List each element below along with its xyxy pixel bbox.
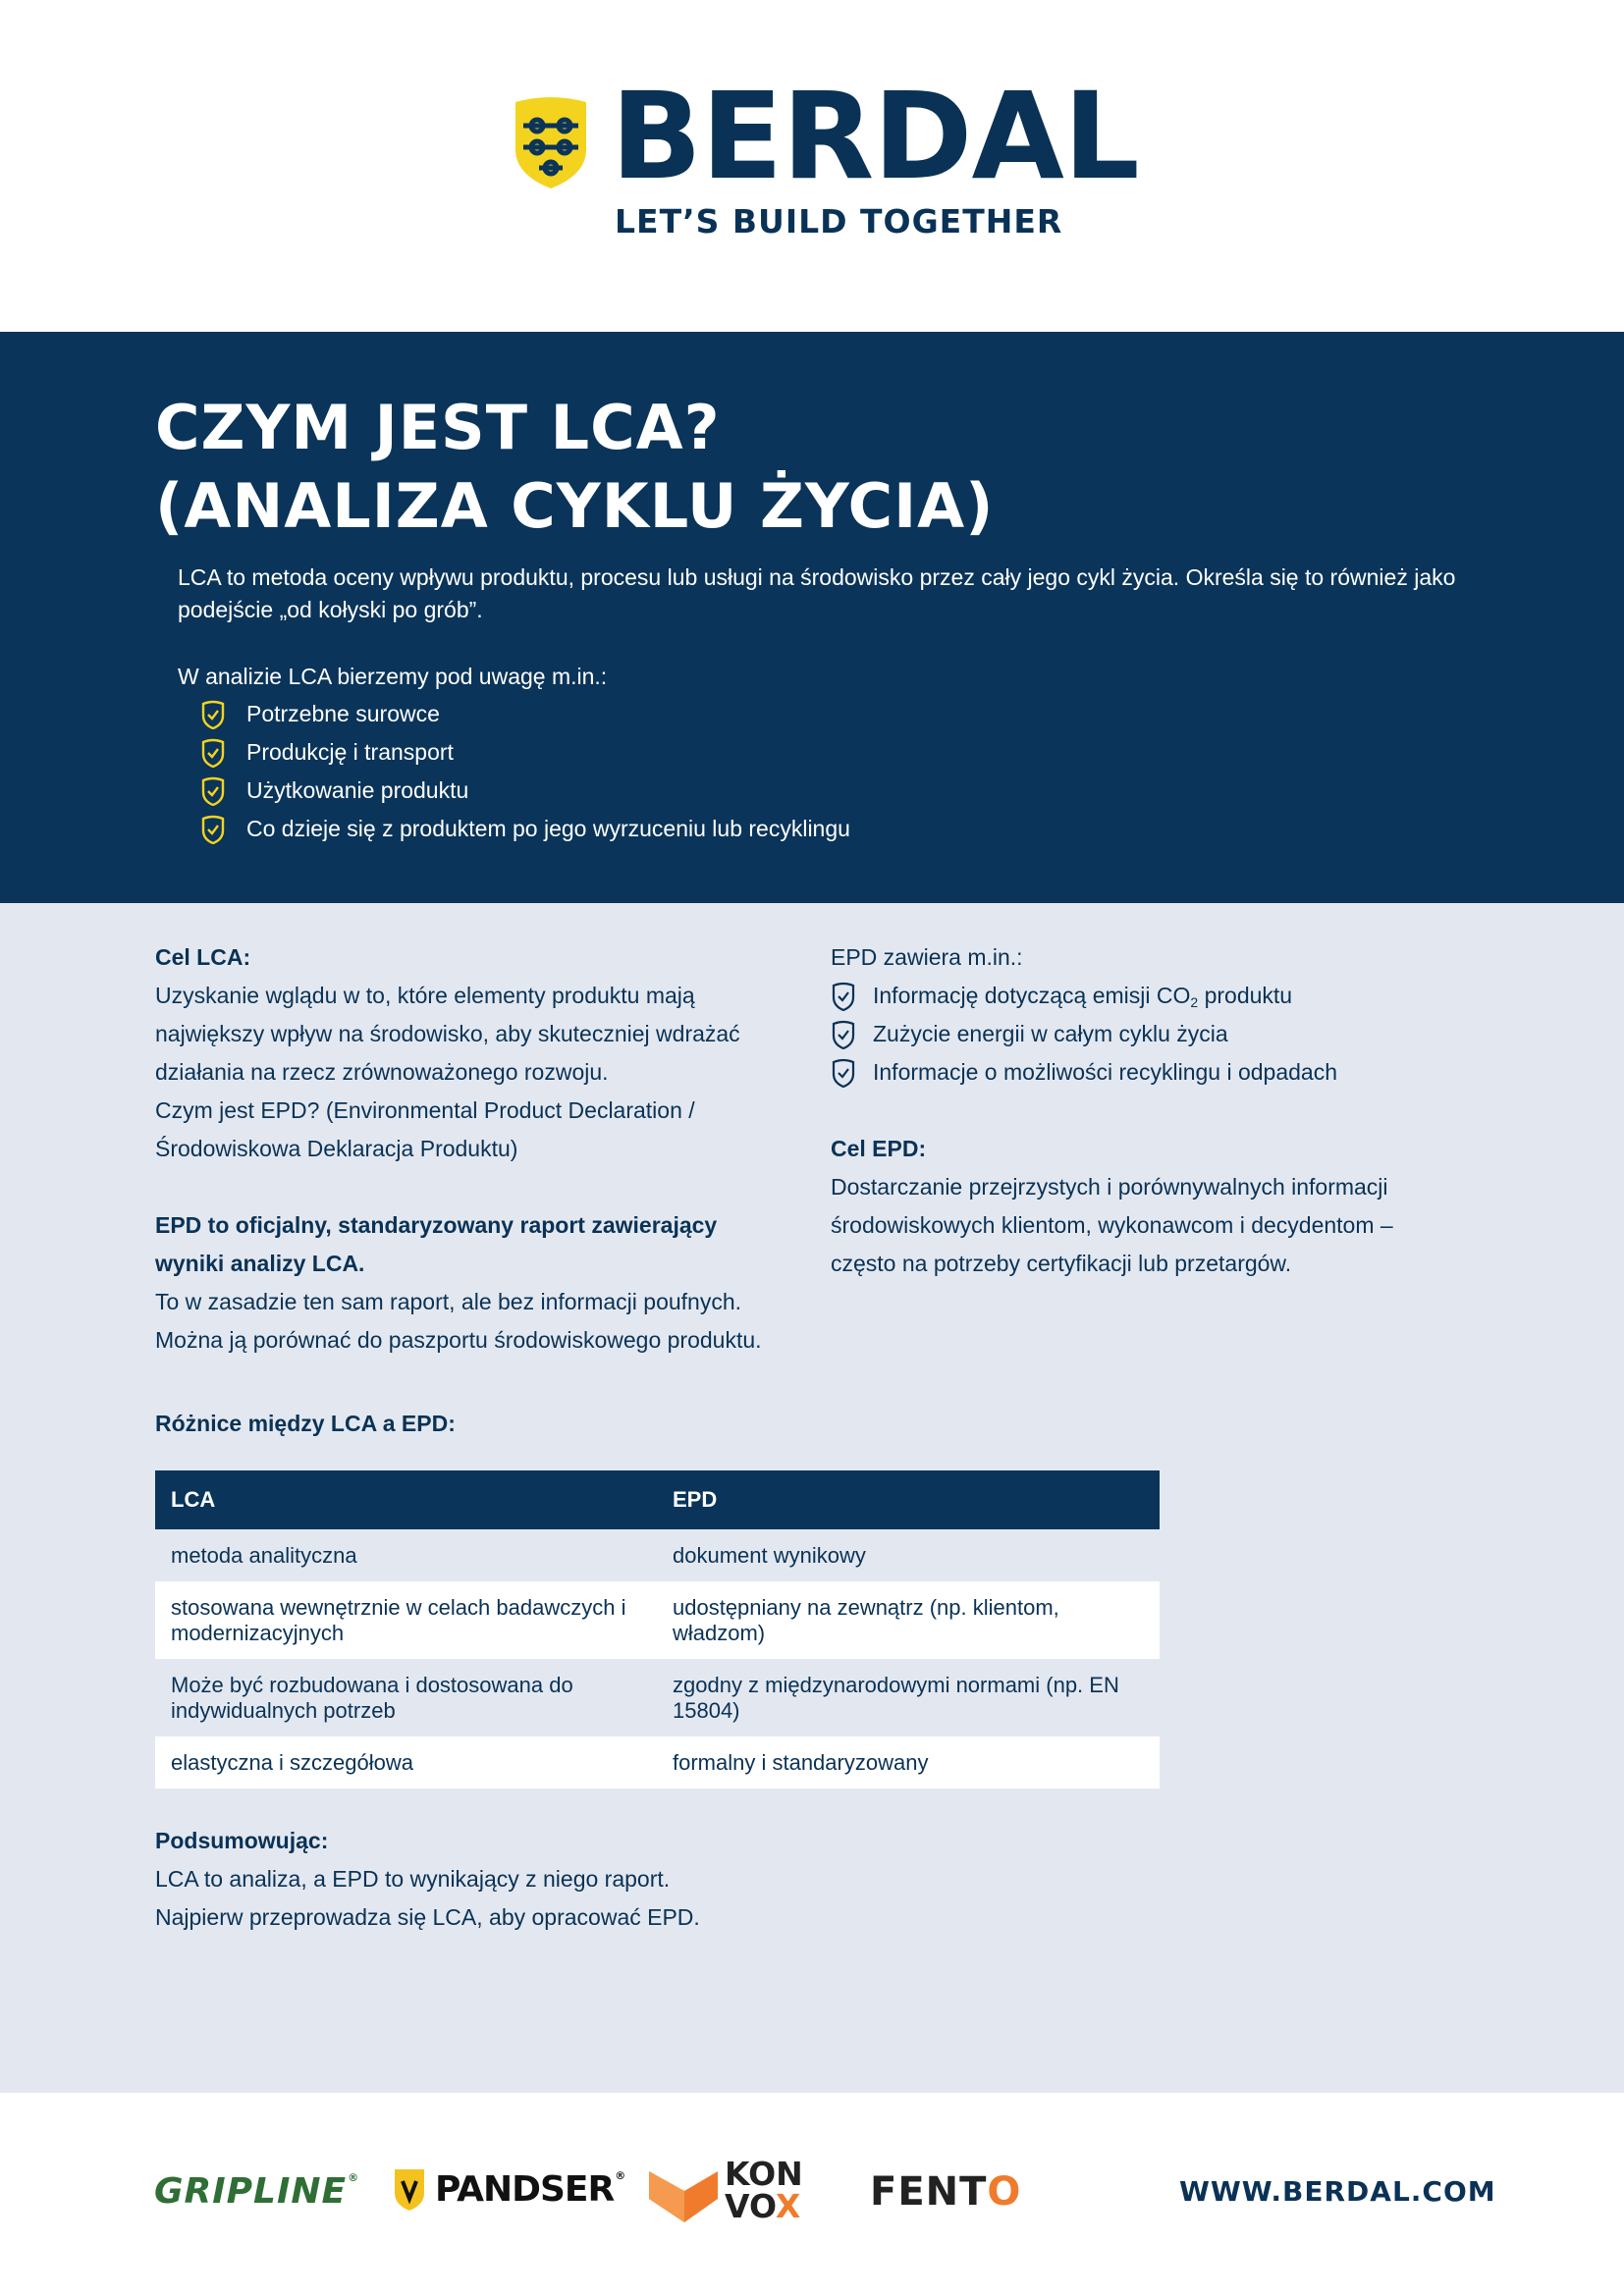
list-item (831, 1053, 1518, 1092)
list-item-label: Informacje o możliwości recyklingu i odpadach (873, 1059, 1337, 1085)
table-header-epd: EPD (673, 1487, 718, 1512)
konvox-chevron-icon (649, 2162, 718, 2222)
gripline-logo: GRIPLINE® (154, 2171, 360, 2212)
table-cell: udostępniany na zewnątrz (np. klientom, władzom) (673, 1594, 1059, 1645)
shield-check-icon (200, 700, 226, 729)
table-cell: stosowana wewnętrznie w celach badawczych i modernizacyjnych (171, 1594, 626, 1645)
shield-check-icon (200, 815, 226, 844)
list-item-label: Potrzebne surowce (246, 701, 440, 726)
table-row (155, 1529, 1160, 1581)
page-title (155, 389, 995, 546)
shield-check-icon (200, 738, 226, 768)
epd-contains-lead: EPD zawiera m.in.: (831, 944, 1023, 970)
list-item-label: Produkcję i transport (246, 739, 454, 765)
epd-contents-list (831, 977, 1518, 1092)
table-cell: metoda analityczna (171, 1542, 357, 1568)
page-title-line-1: CZYM JEST LCA? (155, 392, 721, 463)
epd-goal-line: środowiskowych klientom, wykonawcom i decydentom – (831, 1212, 1393, 1238)
pandser-logo: PANDSER® (435, 2169, 625, 2210)
lca-list-lead: W analizie LCA bierzemy pod uwagę m.in.: (178, 664, 608, 689)
summary-heading: Podsumowując: (155, 1828, 329, 1853)
epd-goal-line: Dostarczanie przejrzystych i porównywalnych informacji (831, 1174, 1388, 1200)
table-header-lca: LCA (171, 1487, 216, 1512)
table-cell: zgodny z międzynarodowymi normami (np. EN 15804) (673, 1672, 1119, 1723)
right-column (831, 938, 1518, 1283)
berdal-tagline: LET’S BUILD TOGETHER (615, 202, 1063, 240)
lca-goal-heading: Cel LCA: (155, 944, 251, 970)
shield-check-icon (831, 1020, 856, 1049)
epd-description-line: Można ją porównać do paszportu środowiskowego produktu. (155, 1327, 762, 1353)
page-footer (0, 2093, 1624, 2296)
content-section (0, 903, 1624, 2093)
table-cell: elastyczna i szczegółowa (171, 1749, 414, 1775)
list-item (200, 772, 850, 810)
list-item-label: Co dzieje się z produktem po jego wyrzuceniu lub recyklingu (246, 816, 850, 841)
epd-goal-line: często na potrzeby certyfikacji lub przetargów. (831, 1251, 1292, 1276)
list-item-label: Informację dotyczącą emisji $CO_2$ produktu (873, 983, 1293, 1010)
epd-goal-heading: Cel EPD: (831, 1136, 927, 1161)
epd-description-line: To w zasadzie ten sam raport, ale bez informacji poufnych. (155, 1289, 742, 1314)
epd-heading-line: EPD to oficjalny, standaryzowany raport zawierający (155, 1212, 718, 1238)
lca-goal-line: działania na rzecz zrównoważonego rozwoju. (155, 1059, 609, 1085)
differences-table (155, 1470, 1160, 1789)
table-cell: Może być rozbudowana i dostosowana do indywidualnych potrzeb (171, 1672, 573, 1723)
shield-check-icon (831, 982, 856, 1011)
shield-check-icon (831, 1058, 856, 1088)
lca-goal-line: Uzyskanie wglądu w to, które elementy produktu mają (155, 983, 695, 1008)
website-link[interactable]: WWW.BERDAL.COM (1179, 2175, 1496, 2208)
pandser-shield-icon (393, 2165, 426, 2213)
list-item (200, 695, 850, 733)
summary-line: Najpierw przeprowadza się LCA, aby opracować EPD. (155, 1904, 700, 1930)
list-item-label: Zużycie energii w całym cyklu życia (873, 1021, 1228, 1046)
lca-considerations-list (200, 695, 850, 848)
table-header-row (155, 1470, 1160, 1529)
lca-intro-text: LCA to metoda oceny wpływu produktu, procesu lub usługi na środowisko przez cały jego cykl życia. Określa się to również jako podejście „od kołyski po grób”. (178, 564, 1456, 622)
epd-heading-line: wyniki analizy LCA. (155, 1251, 365, 1276)
lca-goal-line: Środowiskowa Deklaracja Produktu) (155, 1136, 518, 1161)
berdal-shield-logo-icon (512, 96, 590, 190)
list-item-label: Użytkowanie produktu (246, 777, 469, 803)
summary-line: LCA to analiza, a EPD to wynikający z niego raport. (155, 1866, 671, 1892)
page-title-line-2: (ANALIZA CYKLU ŻYCIA) (155, 470, 995, 542)
hero-section (0, 332, 1624, 903)
lca-goal-line: Czym jest EPD? (Environmental Product Declaration / (155, 1097, 695, 1123)
list-item (831, 977, 1518, 1015)
berdal-wordmark: BERDAL (611, 67, 1139, 206)
table-row (155, 1581, 1160, 1659)
page-header (0, 0, 1624, 332)
fento-logo: FENTO (870, 2169, 1022, 2215)
table-row (155, 1736, 1160, 1789)
konvox-logo: KON VOX (725, 2155, 803, 2225)
table-cell: dokument wynikowy (673, 1542, 866, 1568)
list-item (200, 733, 850, 772)
summary-block (155, 1822, 1039, 1937)
list-item (200, 810, 850, 848)
table-cell: formalny i standaryzowany (673, 1749, 929, 1775)
list-item (831, 1015, 1518, 1053)
lca-goal-line: największy wpływ na środowisko, aby skuteczniej wdrażać (155, 1021, 740, 1046)
left-column (155, 938, 803, 1360)
differences-heading: Różnice między LCA a EPD: (155, 1411, 456, 1436)
shield-check-icon (200, 776, 226, 806)
table-row (155, 1659, 1160, 1736)
